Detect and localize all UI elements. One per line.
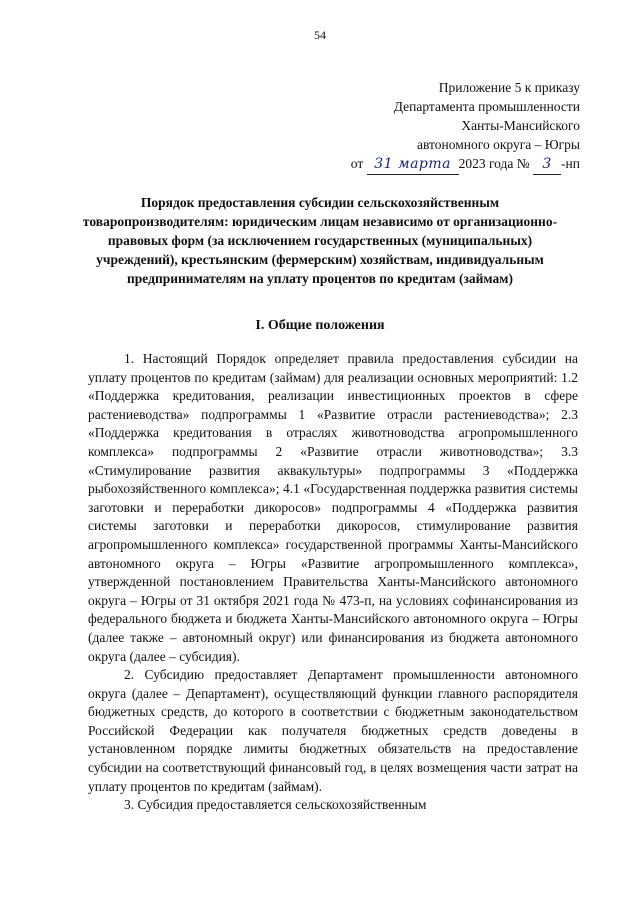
document-body xyxy=(88,350,578,815)
document-title: Порядок предоставления субсидии сельскохозяйственным товаропроизводителям: юридическим лицам независимо от организационно-правовых форм (за исключением государственных (муниципальных) учреждений), крестьянским (фермерским) хозяйствам, индивидуальным предпринимателям на уплату процентов по кредитам (займам) xyxy=(82,195,558,286)
paragraph: 3. Субсидия предоставляется сельскохозяйственным xyxy=(124,797,427,813)
page-number: 54 xyxy=(314,28,326,42)
appendix-header xyxy=(280,78,580,175)
section-heading: I. Общие положения xyxy=(255,318,385,333)
appendix-line: Ханты-Мансийского xyxy=(461,118,580,133)
date-suffix: 2023 года № xyxy=(458,156,530,171)
handwritten-number: 3 xyxy=(533,154,561,175)
appendix-line: Департамента промышленности xyxy=(393,99,580,114)
date-prefix: от xyxy=(350,156,364,171)
appendix-date-line xyxy=(280,154,580,175)
number-suffix: -нп xyxy=(561,156,580,171)
appendix-line: Приложение 5 к приказу xyxy=(438,80,580,95)
paragraph: 2. Субсидию предоставляет Департамент промышленности автономного округа (далее – Департамент), осуществляющий функции главного распорядителя бюджетных средств, до которого в соответствии с бюджетным законодательством Российской Федерации как получателя бюджетных средств доведены в установленном порядке лимиты бюджетных обязательств на предоставление субсидии на соответствующий финансовый год, в целях возмещения части затрат на уплату процентов по кредитам (займам). xyxy=(88,667,578,794)
handwritten-date: 31 марта xyxy=(367,154,459,175)
paragraph: 1. Настоящий Порядок определяет правила предоставления субсидии на уплату процентов по кредитам (займам) для реализации основных мероприятий: 1.2 «Поддержка кредитования, реализации инвестиционных проектов в сфере растениеводства» подпрограммы 1 «Развитие отрасли растениеводства»; 2.3 «Поддержка кредитования в отраслях животноводства агропромышленного комплекса» подпрограммы 2 «Развитие отрасли животноводства»; 3.3 «Стимулирование развития аквакультуры» подпрограммы 3 «Поддержка рыбохозяйственного комплекса»; 4.1 «Государственная поддержка развития системы заготовки и переработки дикоросов» подпрограммы 4 «Поддержка развития системы заготовки и переработки дикоросов, стимулирование развития агропромышленного комплекса» государственной программы Ханты-Мансийского автономного округа – Югры «Развитие агропромышленного комплекса», утвержденной постановлением Правительства Ханты-Мансийского автономного округа – Югры от 31 октября 2021 года № 473-п, на условиях софинансирования из федерального бюджета и бюджета Ханты-Мансийского автономного округа – Югры (далее также – автономный округ) или финансирования из бюджета автономного округа (далее – субсидия). xyxy=(88,351,578,664)
appendix-line: автономного округа – Югры xyxy=(417,137,580,152)
